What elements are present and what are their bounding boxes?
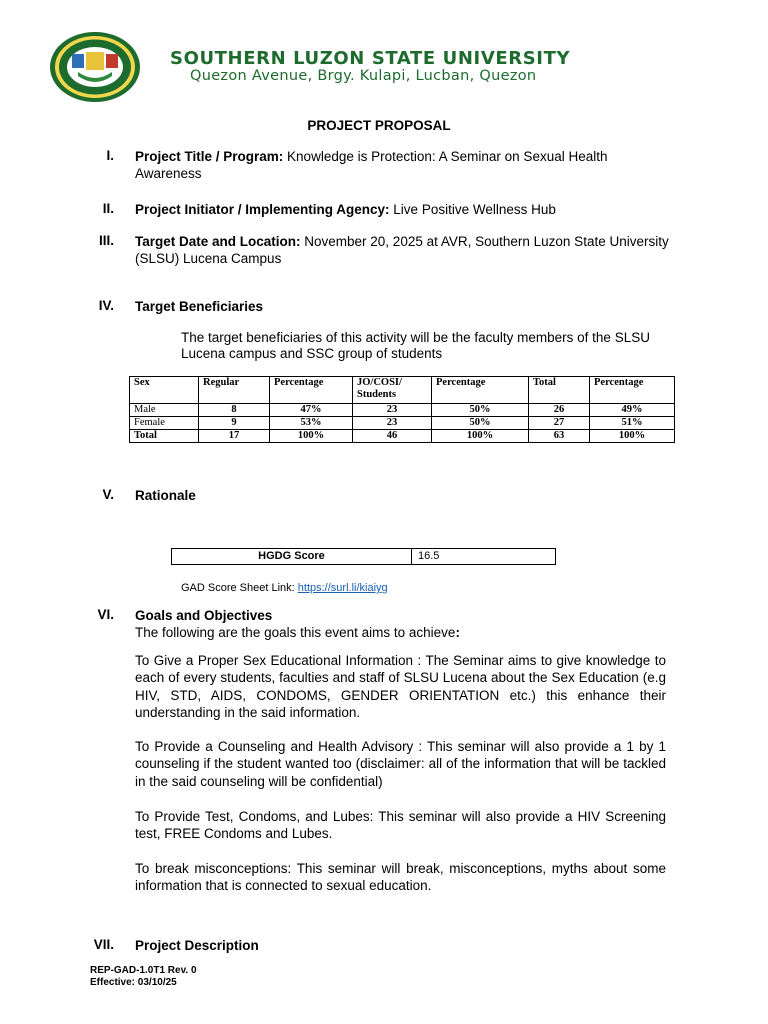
gad-link-prefix: GAD Score Sheet Link:: [181, 582, 298, 594]
section-4-number: IV.: [98, 298, 114, 313]
table-cell: 63: [529, 430, 590, 443]
goal-item: To Provide a Counseling and Health Advisory : This seminar will also provide a 1 by 1 counseling if the student wanted too (disclaimer: all of the information that will be tackled in the said counseling will be confidential): [135, 739, 666, 789]
section-3-label: Target Date and Location:: [135, 234, 301, 249]
table-header-cell: Regular: [199, 377, 270, 404]
section-7-number: VII.: [93, 937, 114, 952]
doc-control-number: REP-GAD-1.0T1 Rev. 0: [90, 965, 197, 976]
table-cell: 47%: [270, 404, 353, 417]
section-5-heading: Rationale: [135, 488, 196, 503]
section-7-heading: Project Description: [135, 938, 259, 953]
hgdg-score-value: 16.5: [418, 550, 440, 562]
goals-intro: [135, 624, 675, 641]
table-header-cell: Total: [529, 377, 590, 404]
table-cell: Total: [130, 430, 199, 443]
table-cell: Female: [130, 417, 199, 430]
section-5-number: V.: [102, 487, 114, 502]
goal-item: To Provide Test, Condoms, and Lubes: This seminar will also provide a HIV Screening test, FREE Condoms and Lubes.: [135, 809, 666, 842]
table-total-row: [130, 430, 675, 443]
table-cell: 27: [529, 417, 590, 430]
university-name: SOUTHERN LUZON STATE UNIVERSITY: [170, 48, 571, 69]
section-1-text: Knowledge is Protection: A Seminar on Sexual Health Awareness: [135, 149, 608, 181]
section-2-agency: [135, 201, 675, 218]
goal-item: To Give a Proper Sex Educational Information : The Seminar aims to give knowledge to each of every students, faculties and staff of SLSU Lucena about the Sex Education (e.g HIV, STD, AIDS, CONDOMS, GENDER ORIENTATION etc.) this enhance their understanding in the said information.: [135, 653, 666, 720]
table-cell: 17: [199, 430, 270, 443]
table-cell: 53%: [270, 417, 353, 430]
table-header-cell: Percentage: [432, 377, 529, 404]
table-cell: 26: [529, 404, 590, 417]
beneficiaries-intro: The target beneficiaries of this activity will be the faculty members of the SLSU Lucena campus and SSC group of students: [181, 330, 650, 361]
table-cell: 23: [353, 417, 432, 430]
hgdg-score-label: HGDG Score: [172, 549, 412, 564]
section-2-label: Project Initiator / Implementing Agency:: [135, 202, 390, 217]
table-cell: 49%: [590, 404, 675, 417]
seal-year: 1964: [87, 87, 103, 94]
doc-effective-date: Effective: 03/10/25: [90, 977, 177, 988]
table-header-cell: Percentage: [590, 377, 675, 404]
beneficiaries-table: [129, 376, 675, 443]
gad-score-sheet-link[interactable]: https://surl.li/kiaiyg: [297, 582, 388, 594]
goal-item: To break misconceptions: This seminar will break, misconceptions, myths about some information that is connected to sexual education.: [135, 861, 666, 894]
table-header-cell: JO/COSI/ Students: [353, 377, 432, 404]
university-address: Quezon Avenue, Brgy. Kulapi, Lucban, Quezon: [190, 68, 537, 84]
table-header-cell: Sex: [130, 377, 199, 404]
table-row: [130, 404, 675, 417]
section-2-number: II.: [102, 201, 114, 216]
goals-intro-colon: :: [455, 625, 460, 640]
table-cell: 23: [353, 404, 432, 417]
document-title: PROJECT PROPOSAL: [307, 118, 451, 133]
table-header-cell: Percentage: [270, 377, 353, 404]
section-4-heading: Target Beneficiaries: [135, 299, 264, 314]
section-3-text: November 20, 2025 at AVR, Southern Luzon State University (SLSU) Lucena Campus: [135, 234, 669, 266]
gad-score-sheet: [181, 582, 388, 594]
table-cell: 51%: [590, 417, 675, 430]
table-row: [130, 417, 675, 430]
table-header-row: [130, 377, 675, 404]
table-cell: 100%: [590, 430, 675, 443]
section-1-label: Project Title / Program:: [135, 149, 284, 164]
table-cell: 9: [199, 417, 270, 430]
table-cell: Male: [130, 404, 199, 417]
section-3-number: III.: [98, 233, 114, 248]
section-6-number: VI.: [97, 607, 114, 622]
section-1-project-title: [135, 148, 675, 182]
table-cell: 8: [199, 404, 270, 417]
university-seal: [48, 30, 142, 104]
table-cell: 100%: [270, 430, 353, 443]
table-cell: 46: [353, 430, 432, 443]
section-6-heading: Goals and Objectives: [135, 608, 273, 623]
section-1-number: I.: [106, 148, 114, 163]
goals-intro-text: The following are the goals this event aims to achieve: [135, 625, 456, 640]
section-3-date-location: [135, 233, 675, 267]
hgdg-score-box: [171, 548, 556, 565]
section-2-text: Live Positive Wellness Hub: [389, 202, 556, 217]
table-cell: 50%: [432, 417, 529, 430]
table-cell: 100%: [432, 430, 529, 443]
table-cell: 50%: [432, 404, 529, 417]
